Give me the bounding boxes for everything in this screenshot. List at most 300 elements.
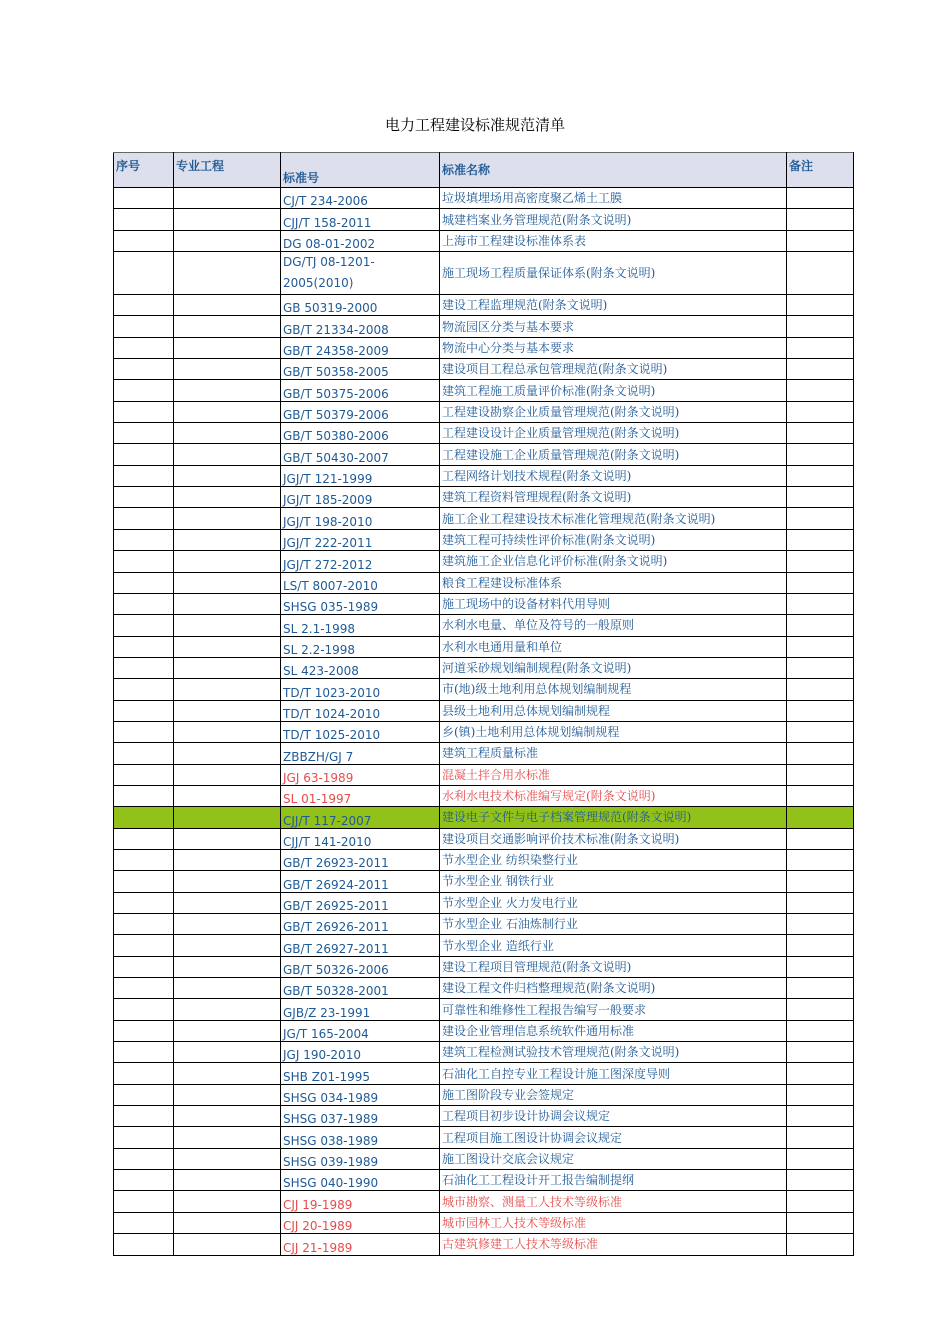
specialty-cell [174,999,281,1020]
seq-cell [114,636,174,657]
specialty-cell [174,1170,281,1191]
remark-cell [787,359,854,380]
remark-cell [787,1063,854,1084]
specialty-cell [174,721,281,742]
seq-cell [114,1212,174,1233]
specialty-cell [174,572,281,593]
specialty-cell [174,465,281,486]
remark-cell [787,764,854,785]
specialty-cell [174,359,281,380]
name-main-text: 水利水电技术标准编写规定 [442,789,587,804]
header-specialty: 专业工程 [174,153,281,188]
table-row [114,1212,854,1233]
code-cell: GB/T 26927-2011 [281,935,440,956]
table-row [114,529,854,550]
name-cell: 建设工程监理规范(附条文说明) [440,295,787,316]
code-cell: SHSG 034-1989 [281,1084,440,1105]
table-row [114,487,854,508]
code-cell: GB/T 26925-2011 [281,892,440,913]
code-text: DG/TJ 08-1201-2005(2010) [283,255,375,291]
table-row [114,572,854,593]
seq-cell [114,380,174,401]
table-row [114,999,854,1020]
name-cell: 城市园林工人技术等级标准 [440,1212,787,1233]
specialty-cell [174,700,281,721]
name-cell: 工程项目施工图设计协调会议规定 [440,1127,787,1148]
name-cell: 垃圾填埋场用高密度聚乙烯土工膜 [440,188,787,209]
name-cell: 乡(镇)土地利用总体规划编制规程 [440,721,787,742]
seq-cell [114,188,174,209]
name-cell: 城建档案业务管理规范(附条文说明) [440,209,787,230]
name-cell: 市(地)级土地利用总体规划编制规程 [440,679,787,700]
remark-cell [787,551,854,572]
code-cell: TD/T 1024-2010 [281,700,440,721]
table-row [114,956,854,977]
specialty-cell [174,828,281,849]
name-cell: 石油化工工程设计开工报告编制提纲 [440,1170,787,1191]
remark-cell [787,487,854,508]
name-cell: 建筑工程资料管理规程(附条文说明) [440,487,787,508]
table-row [114,636,854,657]
name-cell [440,785,787,806]
specialty-cell [174,871,281,892]
remark-cell [787,337,854,358]
table-header-row [114,153,854,188]
code-cell: GB/T 24358-2009 [281,337,440,358]
seq-cell [114,1191,174,1212]
code-cell: SHSG 039-1989 [281,1148,440,1169]
seq-cell [114,401,174,422]
table-row [114,252,854,295]
specialty-cell [174,1020,281,1041]
specialty-cell [174,1084,281,1105]
specialty-cell [174,935,281,956]
specialty-cell [174,1042,281,1063]
remark-cell [787,188,854,209]
code-cell: GB 50319-2000 [281,295,440,316]
name-cell: 建设工程项目管理规范(附条文说明) [440,956,787,977]
name-cell: 可靠性和维修性工程报告编写一般要求 [440,999,787,1020]
code-cell: GB/T 50326-2006 [281,956,440,977]
table-row [114,721,854,742]
remark-cell [787,423,854,444]
table-row [114,230,854,251]
remark-cell [787,849,854,870]
name-cell: 建筑工程质量标准 [440,743,787,764]
specialty-cell [174,914,281,935]
seq-cell [114,295,174,316]
header-remark: 备注 [787,153,854,188]
name-cell: 城市勘察、测量工人技术等级标准 [440,1191,787,1212]
seq-cell [114,209,174,230]
code-cell: ZBBZH/GJ 7 [281,743,440,764]
name-cell: 建筑工程施工质量评价标准(附条文说明) [440,380,787,401]
table-row [114,1106,854,1127]
code-cell: CJJ/T 117-2007 [281,807,440,828]
seq-cell [114,828,174,849]
table-row [114,914,854,935]
specialty-cell [174,1106,281,1127]
name-cell: 粮食工程建设标准体系 [440,572,787,593]
remark-cell [787,1212,854,1233]
name-cell: 水利水电通用量和单位 [440,636,787,657]
name-cell: 建设电子文件与电子档案管理规范(附条文说明) [440,807,787,828]
remark-cell [787,785,854,806]
table-row [114,935,854,956]
remark-cell [787,935,854,956]
table-row [114,209,854,230]
table-row [114,337,854,358]
specialty-cell [174,529,281,550]
name-cell: 施工现场中的设备材料代用导则 [440,593,787,614]
table-row [114,593,854,614]
specialty-cell [174,593,281,614]
table-row [114,785,854,806]
name-cell: 节水型企业 钢铁行业 [440,871,787,892]
specialty-cell [174,316,281,337]
specialty-cell [174,487,281,508]
seq-cell [114,807,174,828]
specialty-cell [174,956,281,977]
specialty-cell [174,849,281,870]
code-cell: CJJ 20-1989 [281,1212,440,1233]
specialty-cell [174,508,281,529]
remark-cell [787,679,854,700]
specialty-cell [174,1148,281,1169]
seq-cell [114,1127,174,1148]
code-cell: SL 2.1-1998 [281,615,440,636]
name-cell: 工程建设施工企业质量管理规范(附条文说明) [440,444,787,465]
table-row [114,359,854,380]
specialty-cell [174,615,281,636]
specialty-cell [174,1212,281,1233]
code-cell: GB/T 50358-2005 [281,359,440,380]
code-cell: JGJ 190-2010 [281,1042,440,1063]
remark-cell [787,700,854,721]
specialty-cell [174,1191,281,1212]
seq-cell [114,871,174,892]
remark-cell [787,978,854,999]
remark-cell [787,828,854,849]
seq-cell [114,572,174,593]
remark-cell [787,1148,854,1169]
seq-cell [114,465,174,486]
code-cell: SHSG 040-1990 [281,1170,440,1191]
name-cell: 建设项目交通影响评价技术标准(附条文说明) [440,828,787,849]
table-row [114,1063,854,1084]
code-cell: GB/T 21334-2008 [281,316,440,337]
remark-cell [787,593,854,614]
code-cell: TD/T 1025-2010 [281,721,440,742]
code-cell: SHSG 038-1989 [281,1127,440,1148]
seq-cell [114,337,174,358]
table-row [114,892,854,913]
specialty-cell [174,252,281,295]
seq-cell [114,679,174,700]
table-row [114,508,854,529]
table-row [114,188,854,209]
specialty-cell [174,785,281,806]
specialty-cell [174,423,281,444]
name-cell: 混凝土拌合用水标准 [440,764,787,785]
seq-cell [114,849,174,870]
remark-cell [787,1020,854,1041]
table-row [114,1170,854,1191]
remark-cell [787,1234,854,1255]
table-row [114,551,854,572]
seq-cell [114,252,174,295]
remark-cell [787,743,854,764]
code-cell: JGJ/T 121-1999 [281,465,440,486]
name-cell: 县级土地利用总体规划编制规程 [440,700,787,721]
code-cell: JGJ 63-1989 [281,764,440,785]
code-cell: GB/T 50328-2001 [281,978,440,999]
remark-cell [787,209,854,230]
code-cell: CJJ 19-1989 [281,1191,440,1212]
remark-cell [787,999,854,1020]
code-cell: GB/T 50380-2006 [281,423,440,444]
table-row [114,295,854,316]
seq-cell [114,551,174,572]
code-cell: SL 01-1997 [281,785,440,806]
remark-cell [787,914,854,935]
remark-cell [787,892,854,913]
specialty-cell [174,1063,281,1084]
name-cell: 建筑工程检测试验技术管理规范(附条文说明) [440,1042,787,1063]
name-cell: 施工现场工程质量保证体系(附条文说明) [440,252,787,295]
remark-cell [787,444,854,465]
name-cell: 工程网络计划技术规程(附条文说明) [440,465,787,486]
remark-cell [787,401,854,422]
code-cell: GB/T 50375-2006 [281,380,440,401]
remark-cell [787,1170,854,1191]
specialty-cell [174,1127,281,1148]
specialty-cell [174,657,281,678]
name-cell: 上海市工程建设标准体系表 [440,230,787,251]
remark-cell [787,1106,854,1127]
name-cell: 施工图设计交底会议规定 [440,1148,787,1169]
table-row [114,1148,854,1169]
seq-cell [114,593,174,614]
table-row [114,1042,854,1063]
remark-cell [787,636,854,657]
seq-cell [114,508,174,529]
seq-cell [114,359,174,380]
table-row [114,401,854,422]
code-cell: CJJ/T 158-2011 [281,209,440,230]
remark-cell [787,871,854,892]
code-cell: GB/T 26924-2011 [281,871,440,892]
table-row [114,828,854,849]
remark-cell [787,316,854,337]
seq-cell [114,935,174,956]
seq-cell [114,1063,174,1084]
remark-cell [787,465,854,486]
table-row [114,849,854,870]
seq-cell [114,1042,174,1063]
name-cell: 施工企业工程建设技术标准化管理规范(附条文说明) [440,508,787,529]
specialty-cell [174,337,281,358]
remark-cell [787,230,854,251]
seq-cell [114,444,174,465]
table-row [114,1020,854,1041]
remark-cell [787,295,854,316]
name-cell: 建设企业管理信息系统软件通用标准 [440,1020,787,1041]
specialty-cell [174,401,281,422]
name-cell: 水利水电量、单位及符号的一般原则 [440,615,787,636]
header-name: 标准名称 [440,153,787,188]
code-cell: SL 2.2-1998 [281,636,440,657]
table-row [114,657,854,678]
seq-cell [114,1084,174,1105]
specialty-cell [174,978,281,999]
table-row [114,316,854,337]
table-row [114,380,854,401]
remark-cell [787,956,854,977]
table-row [114,871,854,892]
seq-cell [114,529,174,550]
table-row [114,764,854,785]
code-cell: CJJ/T 141-2010 [281,828,440,849]
name-cell: 工程建设设计企业质量管理规范(附条文说明) [440,423,787,444]
name-cell: 物流中心分类与基本要求 [440,337,787,358]
code-cell: GB/T 50379-2006 [281,401,440,422]
name-cell: 节水型企业 石油炼制行业 [440,914,787,935]
page-title: 电力工程建设标准规范清单 [384,116,565,134]
name-cell: 工程建设勘察企业质量管理规范(附条文说明) [440,401,787,422]
seq-cell [114,764,174,785]
seq-cell [114,700,174,721]
code-cell: GJB/Z 23-1991 [281,999,440,1020]
table-row [114,423,854,444]
remark-cell [787,721,854,742]
seq-cell [114,1170,174,1191]
name-cell: 节水型企业 纺织染整行业 [440,849,787,870]
remark-cell [787,1042,854,1063]
remark-cell [787,572,854,593]
specialty-cell [174,551,281,572]
specialty-cell [174,230,281,251]
table-row [114,1191,854,1212]
code-cell: GB/T 26926-2011 [281,914,440,935]
specialty-cell [174,636,281,657]
name-cell: 施工图阶段专业会签规定 [440,1084,787,1105]
table-row [114,465,854,486]
seq-cell [114,1234,174,1255]
remark-cell [787,508,854,529]
name-suffix-text: (附条文说明) [586,789,656,804]
name-cell: 工程项目初步设计协调会议规定 [440,1106,787,1127]
header-code: 标准号 [281,153,440,188]
seq-cell [114,956,174,977]
specialty-cell [174,295,281,316]
table-row [114,444,854,465]
remark-cell [787,1127,854,1148]
code-cell: TD/T 1023-2010 [281,679,440,700]
table-row-highlighted [114,807,854,828]
code-cell: JG/T 165-2004 [281,1020,440,1041]
name-cell: 河道采砂规划编制规程(附条文说明) [440,657,787,678]
remark-cell [787,657,854,678]
table-row [114,743,854,764]
table-row [114,1234,854,1255]
name-cell: 建筑施工企业信息化评价标准(附条文说明) [440,551,787,572]
specialty-cell [174,743,281,764]
name-cell: 物流园区分类与基本要求 [440,316,787,337]
specialty-cell [174,444,281,465]
name-cell: 建筑工程可持续性评价标准(附条文说明) [440,529,787,550]
code-cell: SHSG 035-1989 [281,593,440,614]
specialty-cell [174,807,281,828]
table-row [114,1084,854,1105]
code-cell: JGJ/T 222-2011 [281,529,440,550]
code-cell: JGJ/T 185-2009 [281,487,440,508]
remark-cell [787,252,854,295]
seq-cell [114,316,174,337]
code-cell: CJ/T 234-2006 [281,188,440,209]
code-cell: CJJ 21-1989 [281,1234,440,1255]
table-row [114,679,854,700]
specialty-cell [174,380,281,401]
code-cell: GB/T 26923-2011 [281,849,440,870]
seq-cell [114,657,174,678]
seq-cell [114,1106,174,1127]
remark-cell [787,615,854,636]
table-row [114,615,854,636]
remark-cell [787,380,854,401]
name-cell: 古建筑修建工人技术等级标准 [440,1234,787,1255]
seq-cell [114,230,174,251]
specialty-cell [174,679,281,700]
seq-cell [114,914,174,935]
seq-cell [114,892,174,913]
table-row [114,700,854,721]
seq-cell [114,423,174,444]
seq-cell [114,785,174,806]
code-cell: GB/T 50430-2007 [281,444,440,465]
header-seq: 序号 [114,153,174,188]
specialty-cell [174,188,281,209]
remark-cell [787,807,854,828]
specialty-cell [174,209,281,230]
remark-cell [787,1191,854,1212]
name-cell: 节水型企业 火力发电行业 [440,892,787,913]
remark-cell [787,529,854,550]
seq-cell [114,721,174,742]
name-cell: 建设项目工程总承包管理规范(附条文说明) [440,359,787,380]
code-cell: JGJ/T 272-2012 [281,551,440,572]
name-cell: 石油化工自控专业工程设计施工图深度导则 [440,1063,787,1084]
name-cell: 节水型企业 造纸行业 [440,935,787,956]
standards-table [113,152,854,1256]
seq-cell [114,1148,174,1169]
code-cell: LS/T 8007-2010 [281,572,440,593]
seq-cell [114,743,174,764]
name-cell: 建设工程文件归档整理规范(附条文说明) [440,978,787,999]
specialty-cell [174,764,281,785]
remark-cell [787,1084,854,1105]
code-cell: SHSG 037-1989 [281,1106,440,1127]
code-cell: SHB Z01-1995 [281,1063,440,1084]
code-cell: DG 08-01-2002 [281,230,440,251]
code-cell: JGJ/T 198-2010 [281,508,440,529]
table-row [114,978,854,999]
seq-cell [114,1020,174,1041]
specialty-cell [174,1234,281,1255]
code-cell [281,252,440,295]
table-row [114,1127,854,1148]
seq-cell [114,487,174,508]
